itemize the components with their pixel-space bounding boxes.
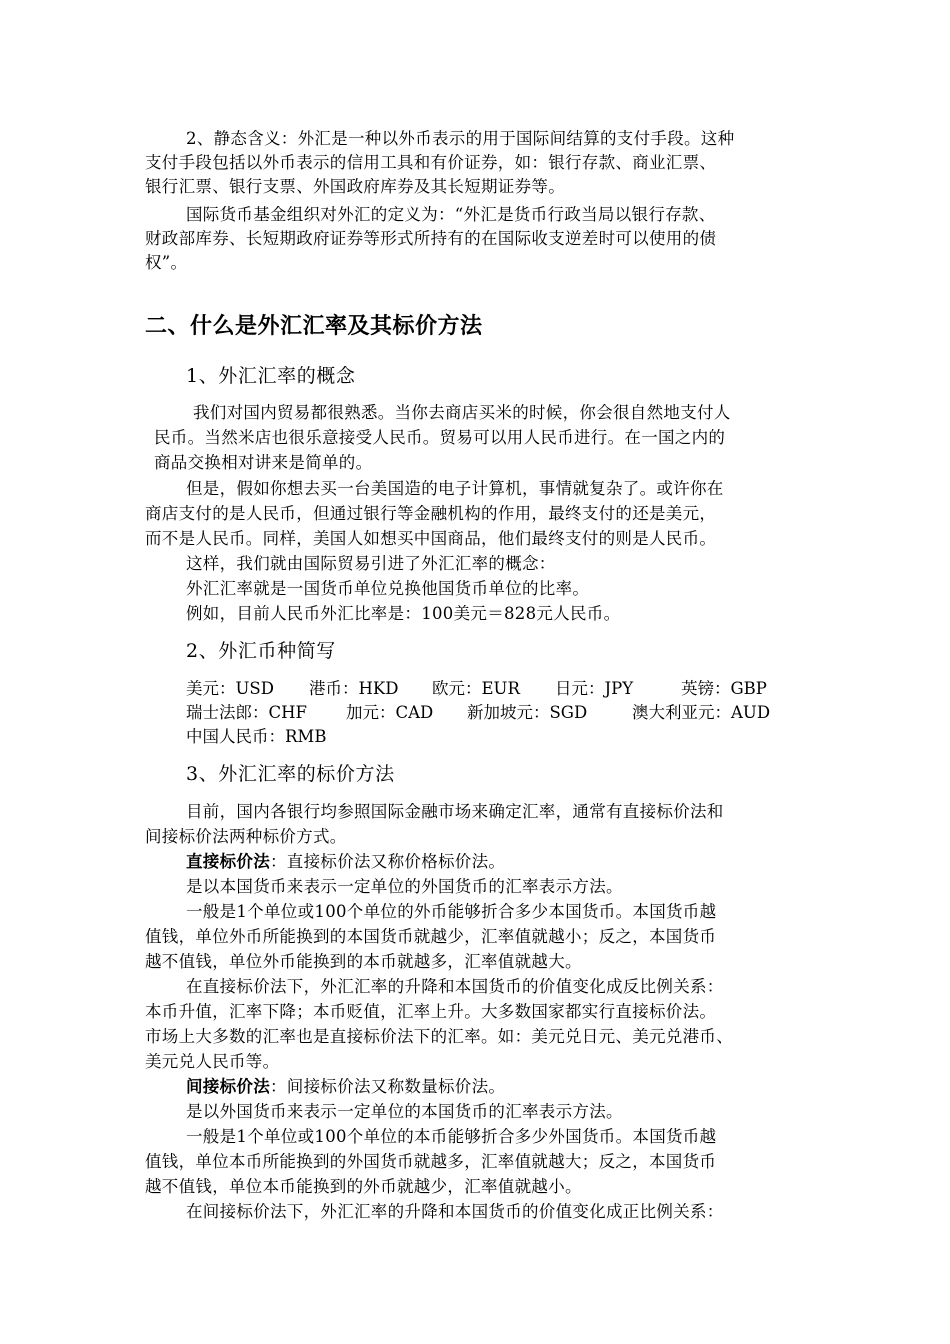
- paragraph-foreign-purchase-line-2: 商店支付的是人民币，但通过银行等金融机构的作用，最终支付的还是美元，: [145, 504, 717, 523]
- subheading-currency-abbreviations: 2、外汇币种简写: [186, 640, 336, 662]
- paragraph-domestic-trade-line-1: 我们对国内贸易都很熟悉。当你去商店买米的时候，你会很自然地支付人: [193, 403, 731, 422]
- paragraph-static-meaning-line-2: 支付手段包括以外币表示的信用工具和有价证券，如：银行存款、商业汇票、: [145, 153, 717, 172]
- currency-sgd: 新加坡元：SGD: [467, 703, 588, 722]
- direct-quotation-definition: [186, 850, 505, 874]
- indirect-quotation-definition: [186, 1075, 505, 1099]
- indirect-paragraph-line-3: 越不值钱，单位本币能换到的外币就越少，汇率值就越小。: [145, 1177, 582, 1196]
- indirect-relation-line-1: 在间接标价法下，外汇汇率的升降和本国货币的价值变化成正比例关系：: [186, 1202, 724, 1221]
- paragraph-imf-definition-line-2: 财政部库券、长短期政府证券等形式所持有的在国际收支逆差时可以使用的债: [145, 229, 717, 248]
- currency-rmb: 中国人民币：RMB: [186, 727, 327, 746]
- currency-cad: 加元：CAD: [346, 703, 434, 722]
- paragraph-foreign-purchase-line-1: 但是，假如你想去买一台美国造的电子计算机，事情就复杂了。或许你在: [186, 479, 724, 498]
- indirect-quotation-def-text: ：间接标价法又称数量标价法。: [270, 1077, 506, 1096]
- subheading-quotation-methods: 3、外汇汇率的标价方法: [186, 763, 395, 785]
- paragraph-quotation-intro-line-1: 目前，国内各银行均参照国际金融市场来确定汇率，通常有直接标价法和: [186, 802, 724, 821]
- paragraph-example-rate: 例如，目前人民币外汇比率是：100美元＝828元人民币。: [186, 604, 621, 623]
- indirect-quotation-term: 间接标价法: [186, 1077, 270, 1096]
- indirect-paragraph-line-1: 一般是1个单位或100个单位的本币能够折合多少外国货币。本国货币越: [186, 1127, 717, 1146]
- direct-relation-line-1: 在直接标价法下，外汇汇率的升降和本国货币的价值变化成反比例关系：: [186, 977, 724, 996]
- paragraph-imf-definition-line-1: 国际货币基金组织对外汇的定义为：“外汇是货币行政当局以银行存款、: [186, 205, 716, 224]
- currency-jpy: 日元：JPY: [555, 679, 634, 698]
- currency-chf: 瑞士法郎：CHF: [186, 703, 307, 722]
- paragraph-introduce-concept: 这样，我们就由国际贸易引进了外汇汇率的概念：: [186, 554, 556, 573]
- direct-paragraph-line-1: 一般是1个单位或100个单位的外币能够折合多少本国货币。本国货币越: [186, 902, 717, 921]
- currency-eur: 欧元：EUR: [432, 679, 520, 698]
- indirect-paragraph-line-2: 值钱，单位本币所能换到的外国货币就越多，汇率值就越大；反之，本国货币: [145, 1152, 717, 1171]
- direct-relation-line-2: 本币升值，汇率下降；本币贬值，汇率上升。大多数国家都实行直接标价法。: [145, 1002, 717, 1021]
- direct-quotation-def-text: ：直接标价法又称价格标价法。: [270, 852, 506, 871]
- section-heading-exchange-rate: 二、什么是外汇汇率及其标价方法: [145, 314, 483, 339]
- paragraph-quotation-intro-line-2: 间接标价法两种标价方式。: [145, 827, 347, 846]
- indirect-quotation-explanation: 是以外国货币来表示一定单位的本国货币的汇率表示方法。: [186, 1102, 623, 1121]
- paragraph-imf-definition-line-3: 权”。: [145, 253, 188, 272]
- currency-gbp: 英镑：GBP: [681, 679, 767, 698]
- paragraph-static-meaning-line-3: 银行汇票、银行支票、外国政府库券及其长短期证券等。: [145, 177, 565, 196]
- currency-aud: 澳大利亚元：AUD: [632, 703, 771, 722]
- direct-paragraph-line-3: 越不值钱，单位外币能换到的本币就越多，汇率值就越大。: [145, 952, 582, 971]
- direct-relation-line-3: 市场上大多数的汇率也是直接标价法下的汇率。如：美元兑日元、美元兑港币、: [145, 1027, 733, 1046]
- subheading-exchange-rate-concept: 1、外汇汇率的概念: [186, 365, 356, 387]
- paragraph-definition: 外汇汇率就是一国货币单位兑换他国货币单位的比率。: [186, 579, 590, 598]
- paragraph-static-meaning-line-1: 2、静态含义：外汇是一种以外币表示的用于国际间结算的支付手段。这种: [186, 129, 735, 148]
- paragraph-domestic-trade-line-3: 商品交换相对讲来是简单的。: [154, 453, 373, 472]
- direct-paragraph-line-2: 值钱，单位外币所能换到的本国货币就越少，汇率值就越小；反之，本国货币: [145, 927, 717, 946]
- paragraph-foreign-purchase-line-3: 而不是人民币。同样，美国人如想买中国商品，他们最终支付的则是人民币。: [145, 529, 717, 548]
- currency-usd: 美元：USD: [186, 679, 274, 698]
- paragraph-domestic-trade-line-2: 民币。当然米店也很乐意接受人民币。贸易可以用人民币进行。在一国之内的: [154, 428, 726, 447]
- direct-quotation-explanation: 是以本国货币来表示一定单位的外国货币的汇率表示方法。: [186, 877, 623, 896]
- currency-hkd: 港币：HKD: [309, 679, 399, 698]
- direct-relation-line-4: 美元兑人民币等。: [145, 1052, 280, 1071]
- direct-quotation-term: 直接标价法: [186, 852, 270, 871]
